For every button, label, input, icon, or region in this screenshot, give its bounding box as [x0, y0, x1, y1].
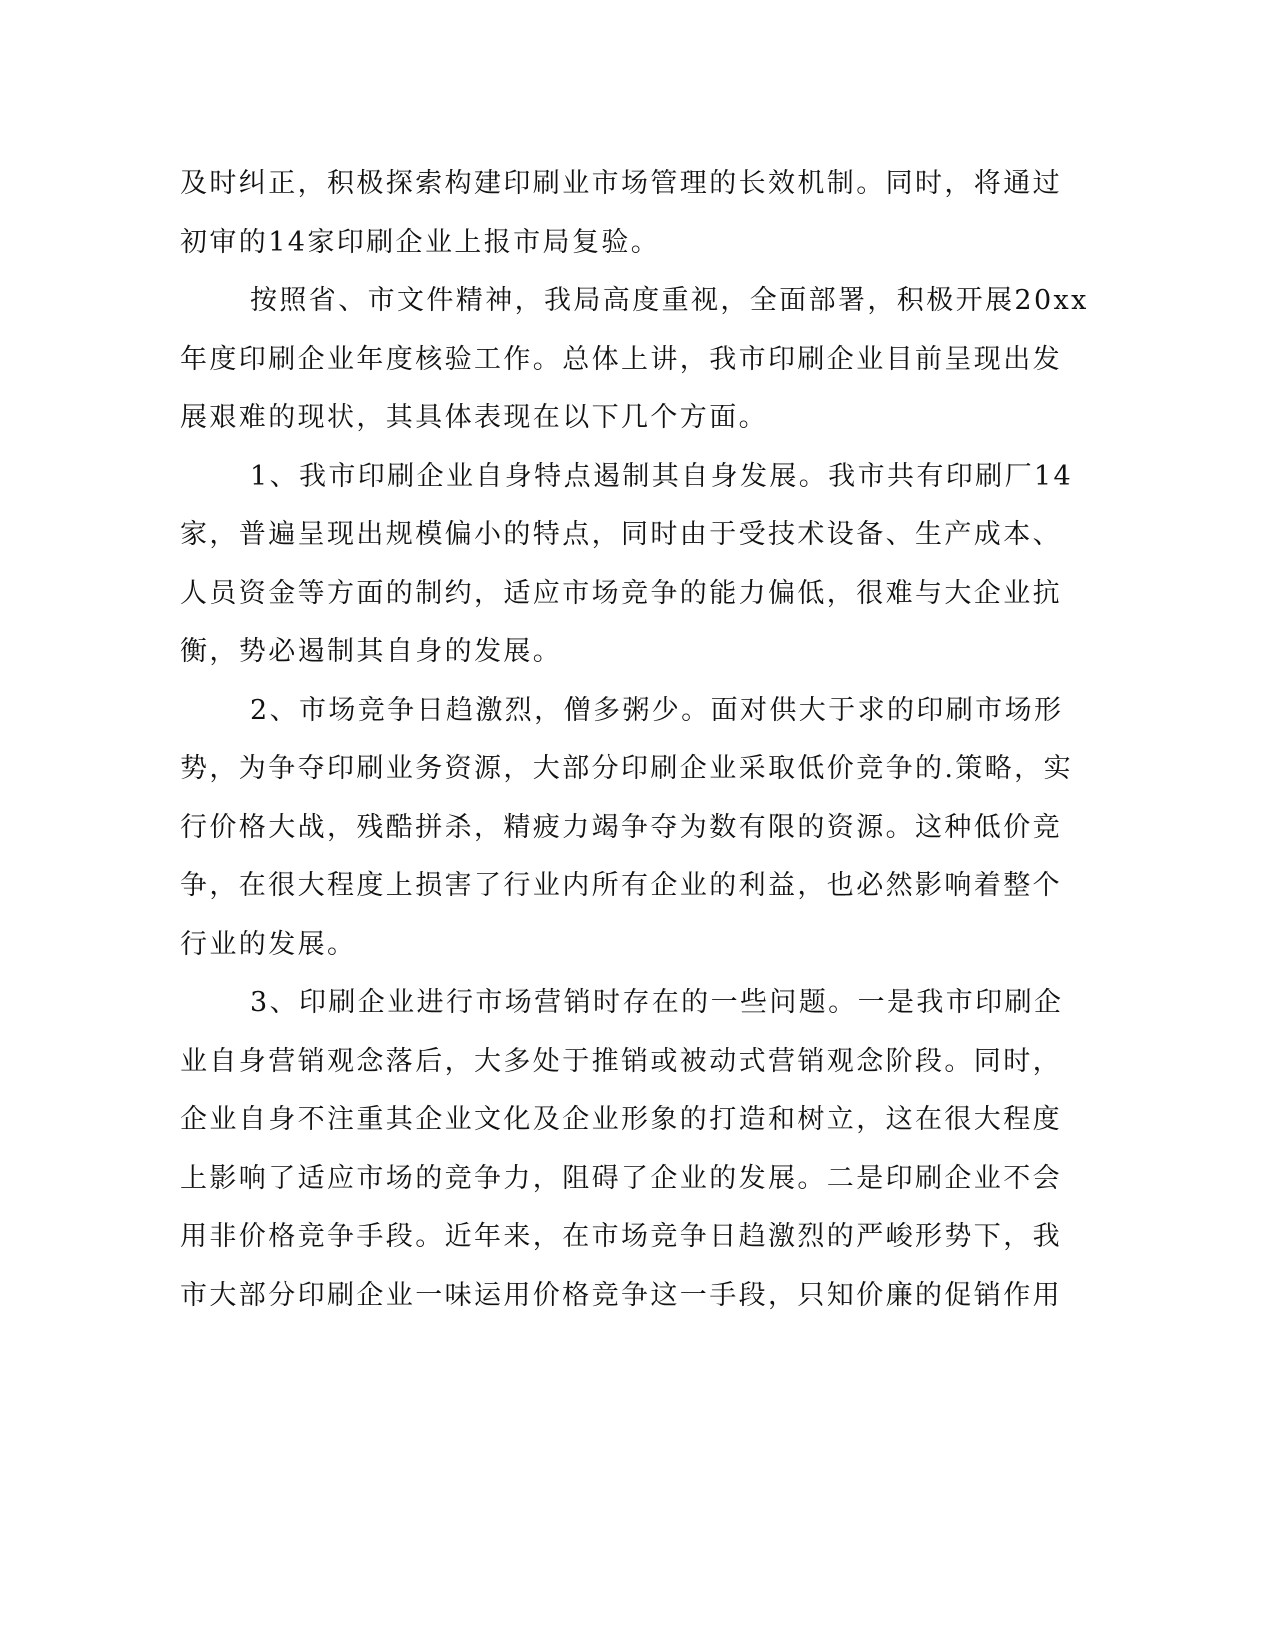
body-text [180, 155, 1089, 1325]
text-line: 衡，势必遏制其自身的发展。 [180, 636, 563, 667]
paragraph-first-line: 2、市场竞争日趋激烈，僧多粥少。面对供大于求的印刷市场形 [250, 694, 1064, 726]
text-line: 上影响了适应市场的竞争力，阻碍了企业的发展。二是印刷企业不会 [180, 1162, 1062, 1194]
text-line: 初审的14家印刷企业上报市局复验。 [180, 226, 661, 258]
paragraph-first-line: 按照省、市文件精神，我局高度重视，全面部署，积极开展20xx [250, 285, 1089, 316]
text-line: 争，在很大程度上损害了行业内所有企业的利益，也必然影响着整个 [180, 870, 1062, 901]
text-line: 年度印刷企业年度核验工作。总体上讲，我市印刷企业目前呈现出发 [180, 343, 1062, 375]
text-line: 人员资金等方面的制约，适应市场竞争的能力偏低，很难与大企业抗 [180, 577, 1062, 609]
text-line: 势，为争夺印刷业务资源，大部分印刷企业采取低价竞争的.策略，实 [180, 753, 1073, 784]
text-line: 展艰难的现状，其具体表现在以下几个方面。 [180, 402, 768, 433]
text-line: 业自身营销观念落后，大多处于推销或被动式营销观念阶段。同时， [180, 1045, 1062, 1077]
text-line: 市大部分印刷企业一味运用价格竞争这一手段，只知价廉的促销作用 [180, 1279, 1062, 1311]
paragraph-first-line: 1、我市印刷企业自身特点遏制其自身发展。我市共有印刷厂14 [250, 460, 1074, 492]
paragraph-first-line: 3、印刷企业进行市场营销时存在的一些问题。一是我市印刷企 [250, 987, 1064, 1018]
text-line: 家，普遍呈现出规模偏小的特点，同时由于受技术设备、生产成本、 [180, 519, 1062, 550]
text-line: 行业的发展。 [180, 928, 357, 960]
text-line: 企业自身不注重其企业文化及企业形象的打造和树立，这在很大程度 [180, 1104, 1062, 1135]
text-line: 及时纠正，积极探索构建印刷业市场管理的长效机制。同时，将通过 [180, 168, 1062, 199]
text-line: 用非价格竞争手段。近年来，在市场竞争日趋激烈的严峻形势下，我 [180, 1221, 1062, 1252]
text-line: 行价格大战，残酷拼杀，精疲力竭争夺为数有限的资源。这种低价竞 [180, 811, 1062, 843]
